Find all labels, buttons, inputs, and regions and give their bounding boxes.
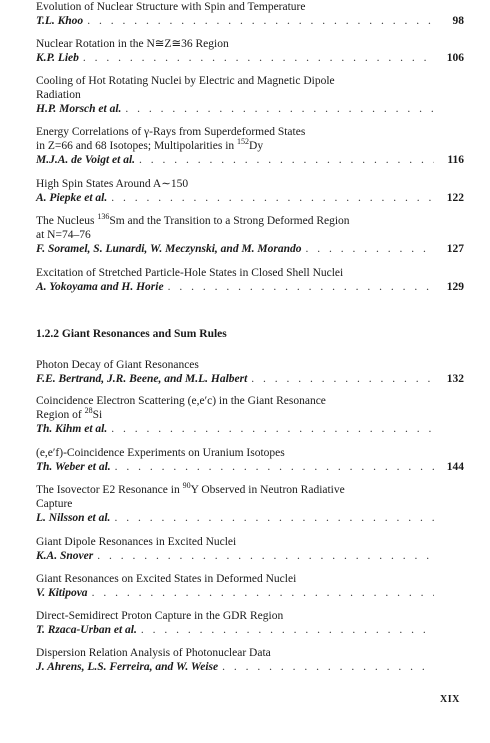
entry-author-line — [36, 549, 464, 563]
entry-title-continued: Capture — [36, 498, 73, 510]
leader-dots — [114, 511, 434, 525]
entry-page-number: 127 — [446, 243, 464, 255]
mass-number-superscript: 28 — [84, 406, 93, 416]
toc-entry — [36, 646, 464, 674]
toc-entry — [36, 446, 464, 474]
leader-dots — [92, 586, 434, 600]
entry-title: Excitation of Stretched Particle-Hole States in Closed Shell Nuclei — [36, 267, 344, 279]
leader-dots — [125, 102, 434, 116]
entry-page-number: 98 — [452, 15, 464, 27]
toc-entry — [36, 394, 464, 436]
entry-page-number: 106 — [446, 52, 464, 64]
entry-title: Energy Correlations of γ-Rays from Superdeformed States — [36, 126, 306, 138]
toc-entry — [36, 125, 464, 167]
toc-entry — [36, 177, 464, 205]
entry-title: High Spin States Around A∼150 — [36, 178, 189, 190]
toc-entry — [36, 266, 464, 294]
entry-authors: V. Kitipova — [36, 587, 88, 599]
entry-author-line — [36, 102, 464, 116]
entry-title: The Isovector E2 Resonance in $^{90}$Y Observed in Neutron Radiative — [36, 481, 345, 496]
entry-authors: T.L. Khoo — [36, 15, 84, 27]
leader-dots — [87, 14, 434, 28]
entry-title: Giant Dipole Resonances in Excited Nuclei — [36, 536, 237, 548]
leader-dots — [251, 372, 434, 386]
toc-entry — [36, 358, 464, 386]
entry-page-number: 116 — [447, 154, 464, 166]
entry-author-line — [36, 280, 464, 294]
entry-authors: J. Ahrens, L.S. Ferreira, and W. Weise — [36, 661, 219, 673]
title-text: in Z=66 and 68 Isotopes; Multipolarities in $^{152}$Dy — [36, 137, 264, 152]
toc-entry — [36, 0, 464, 28]
entry-author-line — [36, 51, 464, 65]
entry-title: Giant Resonances on Excited States in Deformed Nuclei — [36, 573, 297, 585]
toc-entry — [36, 214, 464, 256]
page-folio: XIX — [440, 694, 460, 705]
entry-title: The Nucleus $^{136}$Sm and the Transition to a Strong Deformed Region — [36, 212, 350, 227]
mass-number-superscript: 90 — [182, 481, 191, 491]
entry-page-number: 132 — [446, 373, 464, 385]
entry-title: Photon Decay of Giant Resonances — [36, 359, 199, 371]
entry-title-continued: at N=74–76 — [36, 229, 91, 241]
entry-title-continued: Radiation — [36, 89, 81, 101]
mass-number-superscript: 136 — [97, 212, 110, 222]
leader-dots — [115, 460, 434, 474]
entry-author-line — [36, 586, 464, 600]
leader-dots — [141, 623, 434, 637]
entry-authors: F.E. Bertrand, J.R. Beene, and M.L. Halbert — [36, 373, 248, 385]
entry-authors: K.P. Lieb — [36, 52, 79, 64]
entry-author-line — [36, 460, 464, 474]
leader-dots — [168, 280, 434, 294]
entry-page-number: 144 — [446, 461, 464, 473]
section-heading: 1.2.2 Giant Resonances and Sum Rules — [36, 328, 227, 340]
entry-author-line — [36, 422, 464, 436]
leader-dots — [111, 422, 434, 436]
entry-title: Direct-Semidirect Proton Capture in the GDR Region — [36, 610, 284, 622]
entry-author-line — [36, 153, 464, 167]
entry-authors: A. Yokoyama and H. Horie — [36, 281, 164, 293]
entry-authors: M.J.A. de Voigt et al. — [36, 154, 136, 166]
entry-title: Evolution of Nuclear Structure with Spin and Temperature — [36, 1, 306, 13]
leader-dots — [306, 242, 434, 256]
leader-dots — [83, 51, 434, 65]
entry-title: Cooling of Hot Rotating Nuclei by Electric and Magnetic Dipole — [36, 75, 335, 87]
mass-number-superscript: 152 — [237, 137, 250, 147]
entry-author-line — [36, 191, 464, 205]
entry-title-continued — [36, 139, 464, 153]
entry-author-line — [36, 623, 464, 637]
leader-dots — [222, 660, 434, 674]
entry-author-line — [36, 14, 464, 28]
entry-title: Coincidence Electron Scattering (e,e′c) in the Giant Resonance — [36, 395, 326, 407]
toc-entry — [36, 483, 464, 525]
entry-author-line — [36, 242, 464, 256]
leader-dots — [139, 153, 434, 167]
entry-authors: L. Nilsson et al. — [36, 512, 111, 524]
entry-page-number: 129 — [446, 281, 464, 293]
toc-entry — [36, 74, 464, 116]
entry-title: (e,e′f)-Coincidence Experiments on Uranium Isotopes — [36, 447, 285, 459]
toc-entry — [36, 609, 464, 637]
entry-title-continued: Region of $^{28}$Si — [36, 406, 103, 421]
entry-author-line — [36, 511, 464, 525]
entry-title: Nuclear Rotation in the N≅Z≅36 Region — [36, 38, 229, 50]
entry-title: Dispersion Relation Analysis of Photonuclear Data — [36, 647, 271, 659]
entry-author-line — [36, 372, 464, 386]
leader-dots — [111, 191, 434, 205]
leader-dots — [97, 549, 434, 563]
entry-authors: Th. Weber et al. — [36, 461, 111, 473]
entry-authors: T. Rzaca-Urban et al. — [36, 624, 137, 636]
toc-entry — [36, 572, 464, 600]
entry-author-line — [36, 660, 464, 674]
entry-authors: K.A. Snover — [36, 550, 94, 562]
toc-entry — [36, 535, 464, 563]
entry-authors: A. Piepke et al. — [36, 192, 108, 204]
entry-authors: F. Soramel, S. Lunardi, W. Meczynski, and M. Morando — [36, 243, 302, 255]
entry-authors: Th. Kihm et al. — [36, 423, 108, 435]
toc-entry — [36, 37, 464, 65]
entry-page-number: 122 — [446, 192, 464, 204]
entry-authors: H.P. Morsch et al. — [36, 103, 122, 115]
